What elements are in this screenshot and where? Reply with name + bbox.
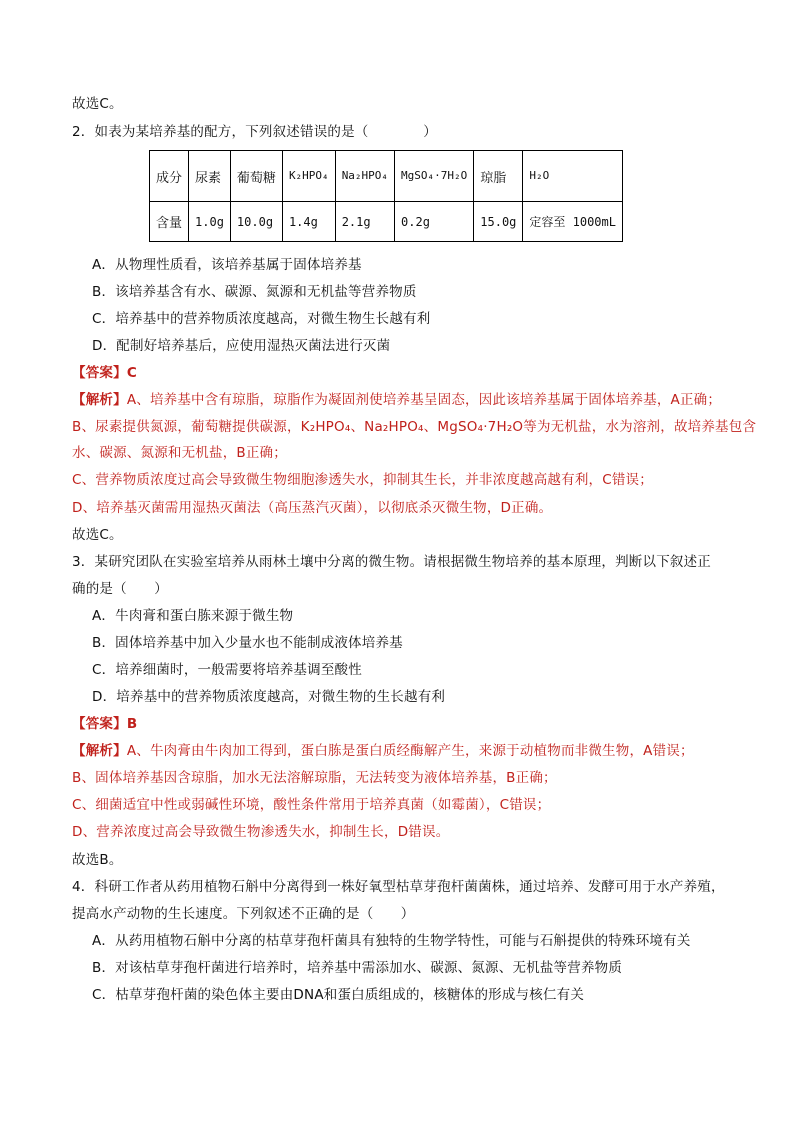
row-label-components: 成分 — [150, 151, 189, 202]
q2-analysis-line-3: 水、碳源、氮源和无机盐，B正确； — [72, 445, 287, 461]
header-glucose: 葡萄糖 — [230, 151, 282, 202]
previous-conclusion: 故选C。 — [72, 96, 123, 112]
value-na2hpo4: 2.1g — [335, 202, 394, 242]
q2-analysis-line-1 — [72, 390, 721, 410]
q2-option-c: C．培养基中的营养物质浓度越高，对微生物生长越有利 — [92, 311, 431, 327]
q3-analysis-line-3: C、细菌适宜中性或弱碱性环境，酸性条件常用于培养真菌（如霉菌），C错误； — [72, 797, 551, 813]
row-label-amounts: 含量 — [150, 202, 189, 242]
analysis-text: A、牛肉膏由牛肉加工得到，蛋白胨是蛋白质经酶解产生，来源于动植物而非微生物，A错误； — [126, 743, 694, 759]
q3-option-a: A．牛肉膏和蛋白胨来源于微生物 — [92, 608, 294, 624]
q3-analysis-line-1 — [72, 741, 694, 761]
answer-value: B — [126, 716, 138, 732]
q2-analysis-line-5: D、培养基灭菌需用湿热灭菌法（高压蒸汽灭菌），以彻底杀灭微生物，D正确。 — [72, 500, 553, 516]
question-4-stem-line-1: 4．科研工作者从药用植物石斛中分离得到一株好氧型枯草芽孢杆菌菌株，通过培养、发酵可用于水产养殖， — [72, 879, 725, 895]
header-na2hpo4: Na₂HPO₄ — [335, 151, 394, 202]
q3-analysis-line-2: B、固体培养基因含琼脂，加水无法溶解琼脂，无法转变为液体培养基，B正确； — [72, 770, 557, 786]
q2-option-a: A．从物理性质看，该培养基属于固体培养基 — [92, 257, 362, 273]
analysis-text: A、培养基中含有琼脂，琼脂作为凝固剂使培养基呈固态，因此该培养基属于固体培养基，A正确； — [126, 392, 722, 408]
analysis-label: 【解析】 — [72, 392, 127, 408]
q3-analysis-line-4: D、营养浓度过高会导致微生物渗透失水，抑制生长，D错误。 — [72, 824, 450, 840]
table-row-components — [150, 151, 623, 202]
question-2-stem: 2．如表为某培养基的配方，下列叙述错误的是（ ） — [72, 124, 437, 140]
q3-conclusion: 故选B。 — [72, 852, 123, 868]
q3-option-b: B．固体培养基中加入少量水也不能制成液体培养基 — [92, 635, 403, 651]
value-urea: 1.0g — [189, 202, 231, 242]
header-agar: 琼脂 — [474, 151, 523, 202]
question-4-stem-line-2: 提高水产动物的生长速度。下列叙述不正确的是（ ） — [72, 906, 415, 922]
value-k2hpo4: 1.4g — [282, 202, 335, 242]
q2-answer — [72, 363, 137, 383]
header-mgso4: MgSO₄·7H₂O — [395, 151, 474, 202]
question-3-stem-line-1: 3．某研究团队在实验室培养从雨林土壤中分离的微生物。请根据微生物培养的基本原理，判断以下叙述正 — [72, 554, 711, 570]
question-3-stem-line-2: 确的是（ ） — [72, 581, 168, 597]
answer-value: C — [126, 365, 137, 381]
q4-option-a: A．从药用植物石斛中分离的枯草芽孢杆菌具有独特的生物学特性，可能与石斛提供的特殊环境有关 — [92, 933, 691, 949]
analysis-label: 【解析】 — [72, 743, 127, 759]
q3-option-c: C．培养细菌时，一般需要将培养基调至酸性 — [92, 662, 362, 678]
value-mgso4: 0.2g — [395, 202, 474, 242]
header-urea: 尿素 — [189, 151, 231, 202]
q2-option-d: D．配制好培养基后，应使用湿热灭菌法进行灭菌 — [92, 338, 391, 354]
recipe-table — [149, 150, 623, 242]
value-agar: 15.0g — [474, 202, 523, 242]
q2-option-b: B．该培养基含有水、碳源、氮源和无机盐等营养物质 — [92, 284, 417, 300]
q4-option-c: C．枯草芽孢杆菌的染色体主要由DNA和蛋白质组成的，核糖体的形成与核仁有关 — [92, 987, 585, 1003]
value-water: 定容至 1000mL — [523, 202, 623, 242]
q4-option-b: B．对该枯草芽孢杆菌进行培养时，培养基中需添加水、碳源、氮源、无机盐等营养物质 — [92, 960, 623, 976]
answer-label: 【答案】 — [72, 716, 127, 732]
table-row-amounts — [150, 202, 623, 242]
value-glucose: 10.0g — [230, 202, 282, 242]
q3-answer — [72, 714, 137, 734]
answer-label: 【答案】 — [72, 365, 127, 381]
q2-analysis-line-2: B、尿素提供氮源，葡萄糖提供碳源，K₂HPO₄、Na₂HPO₄、MgSO₄·7H₂O等为无机盐，水为溶剂，故培养基包含 — [72, 419, 757, 435]
header-water: H₂O — [523, 151, 623, 202]
q3-option-d: D．培养基中的营养物质浓度越高，对微生物的生长越有利 — [92, 689, 446, 705]
header-k2hpo4: K₂HPO₄ — [282, 151, 335, 202]
q2-analysis-line-4: C、营养物质浓度过高会导致微生物细胞渗透失水，抑制其生长，并非浓度越高越有利，C错误； — [72, 472, 653, 488]
q2-conclusion: 故选C。 — [72, 527, 123, 543]
